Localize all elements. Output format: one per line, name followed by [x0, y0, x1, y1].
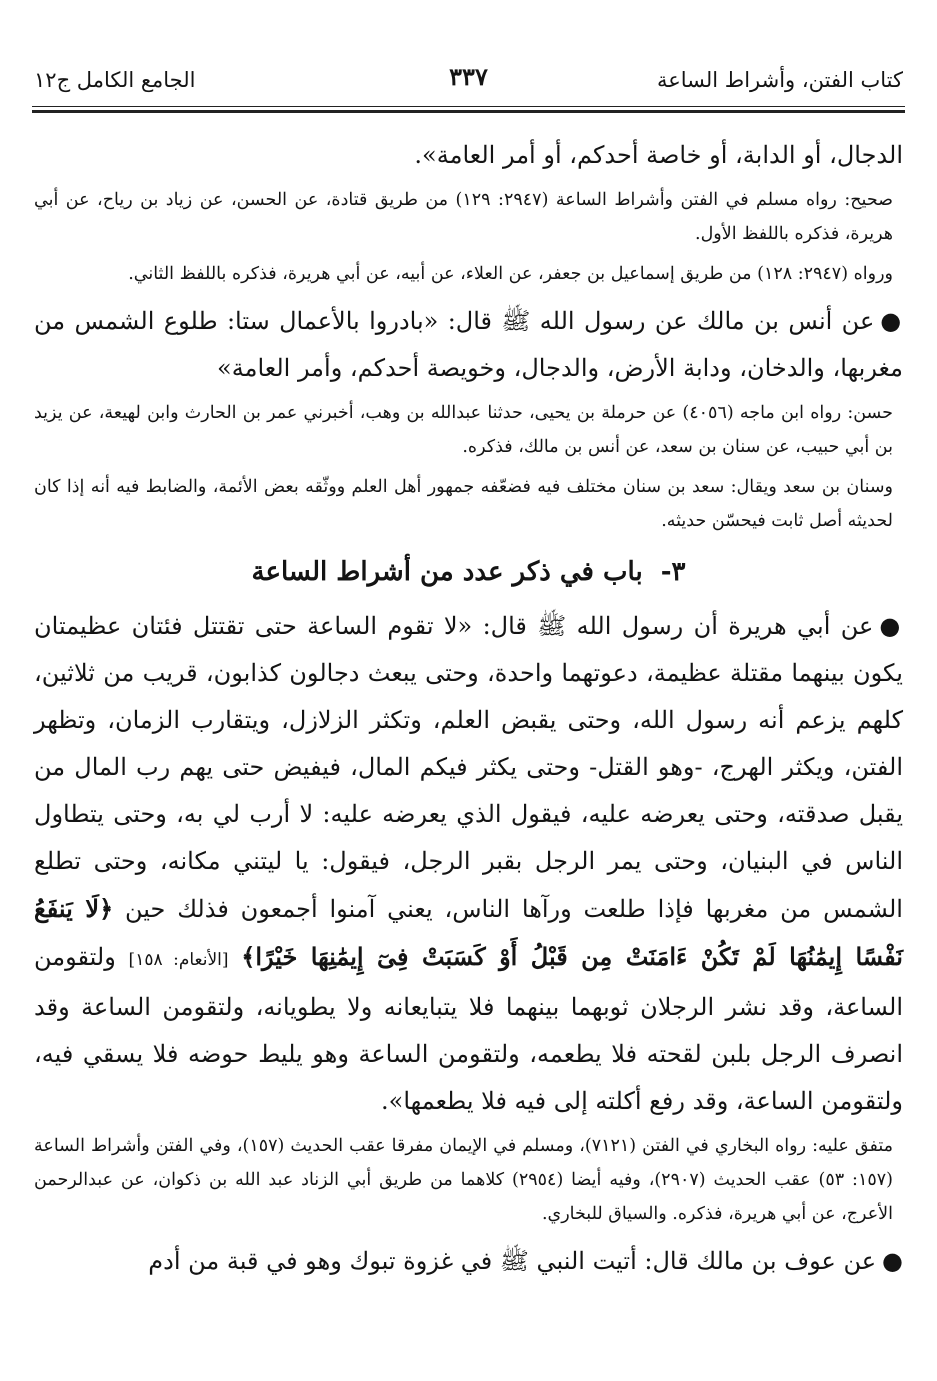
takhrij-note: صحيح: رواه مسلم في الفتن وأشراط الساعة (٢٩٤٧: ١٢٩) من طريق قتادة، عن الحسن، عن زياد بن رياح، عن أبي هريرة، فذكره باللفظ الأول. [34, 190, 893, 244]
section-number: ٣- [660, 557, 686, 587]
hadith-text-continued: ولتقومن الساعة، وقد نشر الرجلان ثوبهما بينهما فلا يتبايعانه ولا يطويانه، ولتقومن الساعة وقد انصرف الرجل بلبن لقحته فلا يطعمه، ولتقومن الساعة وهو يليط حوضه فلا يسقي فيه، ولتقومن الساعة، وقد رفع أكلته إلى فيه فلا يطعمها». [34, 943, 903, 1115]
book-title: الجامع الكامل ج١٢ [34, 68, 196, 92]
header-rule-thin [32, 106, 905, 107]
takhrij-note: حسن: رواه ابن ماجه (٤٠٥٦) عن حرملة بن يحيى، حدثنا عبدالله بن وهب، أخبرني عمر بن الحارث وابن لهيعة، عن يزيد بن أبي حبيب، عن سنان بن سعد، عن أنس بن مالك، فذكره. [34, 403, 893, 457]
takhrij-note: وسنان بن سعد ويقال: سعد بن سنان مختلف فيه فضعّفه جمهور أهل العلم ووثّقه بعض الأئمة، والضابط فيه أنه إذا كان لحديثه أصل ثابت فيحسّن حديثه. [34, 477, 893, 531]
bullet-icon: ● [879, 611, 903, 640]
page-body [34, 132, 903, 1285]
hadith-text: عن أبي هريرة أن رسول الله ﷺ قال: «لا تقوم الساعة حتى تقتتل فئتان عظيمتان يكون بينهما مقتلة عظيمة، دعوتهما واحدة، وحتى يبعث دجالون كذابون، قريب من ثلاثين، كلهم يزعم أنه رسول الله، وحتى يقبض العلم، وتكثر الزلازل، ويتقارب الزمان، وتظهر الفتن، ويكثر الهرج، -وهو القتل- وحتى يكثر فيكم المال، فيفيض حتى يهم رب المال من يقبل صدقته، وحتى يعرضه عليه، فيقول الذي يعرضه عليه: لا أرب لي به، وحتى يتطاول الناس في البنيان، وحتى يمر الرجل بقبر الرجل، فيقول: يا ليتني مكانه، وحتى تطلع الشمس من مغربها فإذا طلعت ورآها الناس، يعني آمنوا أجمعون فذلك حين [34, 612, 903, 923]
hadith-text: عن أنس بن مالك عن رسول الله ﷺ قال: «بادروا بالأعمال ستا: طلوع الشمس من مغربها، والدخان، ودابة الأرض، والدجال، وخويصة أحدكم، وأمر العامة» [34, 307, 903, 382]
running-header [34, 62, 903, 102]
hadith-text: عن عوف بن مالك قال: أتيت النبي ﷺ في غزوة تبوك وهو في قبة من أدم [148, 1247, 877, 1275]
section-title: باب في ذكر عدد من أشراط الساعة [251, 557, 643, 587]
takhrij-note: ورواه (٢٩٤٧: ١٢٨) من طريق إسماعيل بن جعفر، عن العلاء، عن أبيه، عن أبي هريرة، فذكره باللفظ الثاني. [128, 264, 893, 284]
page-number: ٣٣٧ [449, 62, 488, 91]
hadith-paragraph [34, 1237, 903, 1285]
hadith-paragraph [34, 297, 903, 392]
bullet-icon: ● [880, 306, 903, 335]
quran-verse: ﴿لَا يَنفَعُ نَفْسًا إِيمَٰنُهَا لَمْ تَكُنْ ءَامَنَتْ مِن قَبْلُ أَوْ كَسَبَتْ فِىٓ إِيمَٰنِهَا خَيْرًا﴾ [34, 894, 903, 971]
verse-citation: [الأنعام: ١٥٨] [128, 950, 229, 970]
hadith-continuation: الدجال، أو الدابة، أو خاصة أحدكم، أو أمر العامة». [414, 141, 903, 169]
hadith-paragraph [34, 602, 903, 1125]
bullet-icon: ● [882, 1246, 903, 1275]
section-heading [34, 544, 903, 600]
header-rule-thick [32, 110, 905, 113]
takhrij-note: متفق عليه: رواه البخاري في الفتن (٧١٢١)، ومسلم في الإيمان مفرقا عقب الحديث (١٥٧)، وفي الفتن وأشراط الساعة (١٥٧: ٥٣) عقب الحديث (٢٩٠٧)، وفيه أيضا (٢٩٥٤) كلاهما من طريق أبي الزناد عبد الله بن ذكوان، عن عبدالرحمن الأعرج، عن أبي هريرة، فذكره. والسياق للبخاري. [34, 1136, 894, 1224]
chapter-title: كتاب الفتن، وأشراط الساعة [656, 68, 903, 92]
